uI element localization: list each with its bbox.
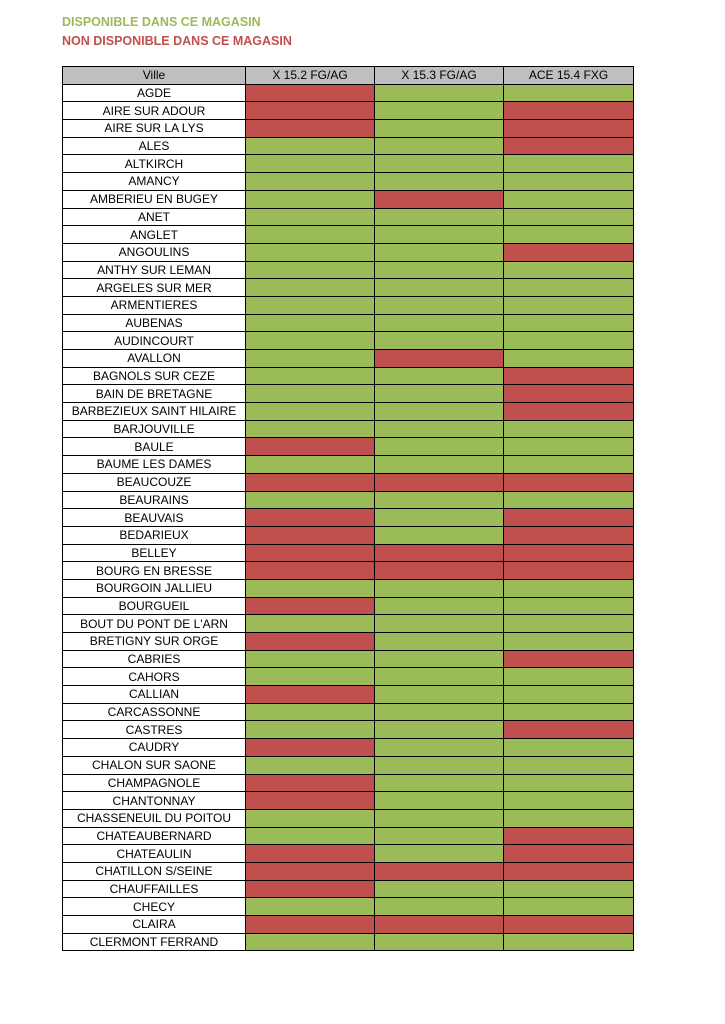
availability-cell-ace154 [504, 296, 634, 314]
availability-cell-ace154 [504, 933, 634, 951]
availability-cell-x152 [246, 739, 375, 757]
availability-cell-x152 [246, 526, 375, 544]
city-cell: AMANCY [63, 173, 246, 191]
availability-cell-x153 [375, 491, 504, 509]
availability-cell-ace154 [504, 456, 634, 474]
city-cell: ARMENTIERES [63, 296, 246, 314]
availability-cell-x152 [246, 615, 375, 633]
availability-cell-x152 [246, 880, 375, 898]
city-cell: CASTRES [63, 721, 246, 739]
table-row [63, 420, 634, 438]
table-row [63, 137, 634, 155]
availability-cell-ace154 [504, 473, 634, 491]
availability-cell-x153 [375, 756, 504, 774]
table-row [63, 862, 634, 880]
availability-cell-x153 [375, 509, 504, 527]
availability-cell-x152 [246, 473, 375, 491]
availability-cell-ace154 [504, 756, 634, 774]
table-row [63, 155, 634, 173]
availability-cell-x153 [375, 332, 504, 350]
availability-cell-ace154 [504, 562, 634, 580]
city-cell: BARBEZIEUX SAINT HILAIRE [63, 403, 246, 421]
availability-cell-x152 [246, 350, 375, 368]
header-ace154: ACE 15.4 FXG [504, 67, 634, 85]
table-row [63, 686, 634, 704]
table-row [63, 296, 634, 314]
availability-cell-x152 [246, 296, 375, 314]
availability-cell-x152 [246, 173, 375, 191]
table-row [63, 721, 634, 739]
availability-cell-x153 [375, 137, 504, 155]
table-row [63, 473, 634, 491]
table-row [63, 792, 634, 810]
availability-cell-ace154 [504, 633, 634, 651]
availability-cell-ace154 [504, 509, 634, 527]
city-cell: AUDINCOURT [63, 332, 246, 350]
availability-cell-x152 [246, 279, 375, 297]
table-row [63, 597, 634, 615]
availability-cell-x153 [375, 385, 504, 403]
city-cell: CLAIRA [63, 916, 246, 934]
city-cell: AIRE SUR LA LYS [63, 120, 246, 138]
table-row [63, 526, 634, 544]
availability-cell-x153 [375, 686, 504, 704]
availability-cell-ace154 [504, 173, 634, 191]
legend-available: DISPONIBLE DANS CE MAGASIN [62, 15, 261, 29]
city-cell: BELLEY [63, 544, 246, 562]
availability-cell-ace154 [504, 898, 634, 916]
availability-cell-x152 [246, 261, 375, 279]
availability-cell-x153 [375, 579, 504, 597]
city-cell: CALLIAN [63, 686, 246, 704]
availability-cell-x152 [246, 703, 375, 721]
city-cell: CHALON SUR SAONE [63, 756, 246, 774]
availability-cell-x152 [246, 845, 375, 863]
availability-cell-x152 [246, 721, 375, 739]
availability-cell-x153 [375, 845, 504, 863]
availability-cell-x153 [375, 403, 504, 421]
table-row [63, 279, 634, 297]
availability-cell-ace154 [504, 703, 634, 721]
city-cell: ANGLET [63, 226, 246, 244]
availability-cell-x153 [375, 739, 504, 757]
table-row [63, 703, 634, 721]
table-row [63, 933, 634, 951]
availability-cell-ace154 [504, 350, 634, 368]
availability-cell-x153 [375, 226, 504, 244]
city-cell: BEAUCOUZE [63, 473, 246, 491]
table-row [63, 809, 634, 827]
availability-cell-ace154 [504, 243, 634, 261]
availability-cell-x152 [246, 827, 375, 845]
availability-cell-x152 [246, 774, 375, 792]
table-row [63, 845, 634, 863]
city-cell: CHATEAULIN [63, 845, 246, 863]
availability-cell-x152 [246, 102, 375, 120]
availability-cell-x153 [375, 456, 504, 474]
city-cell: BOURG EN BRESSE [63, 562, 246, 580]
city-cell: CHECY [63, 898, 246, 916]
availability-cell-ace154 [504, 102, 634, 120]
table-row [63, 332, 634, 350]
table-row [63, 668, 634, 686]
city-cell: AVALLON [63, 350, 246, 368]
city-cell: BOURGOIN JALLIEU [63, 579, 246, 597]
availability-cell-x153 [375, 668, 504, 686]
city-cell: AGDE [63, 84, 246, 102]
table-row [63, 261, 634, 279]
city-cell: BEAUVAIS [63, 509, 246, 527]
availability-cell-ace154 [504, 827, 634, 845]
availability-cell-x153 [375, 190, 504, 208]
table-body [63, 84, 634, 951]
availability-cell-x152 [246, 84, 375, 102]
city-cell: BARJOUVILLE [63, 420, 246, 438]
availability-cell-x153 [375, 208, 504, 226]
city-cell: AMBERIEU EN BUGEY [63, 190, 246, 208]
availability-cell-x153 [375, 916, 504, 934]
availability-cell-x153 [375, 650, 504, 668]
availability-cell-ace154 [504, 120, 634, 138]
city-cell: ALES [63, 137, 246, 155]
table-row [63, 350, 634, 368]
availability-cell-x152 [246, 633, 375, 651]
availability-cell-ace154 [504, 491, 634, 509]
availability-cell-ace154 [504, 526, 634, 544]
availability-cell-x152 [246, 756, 375, 774]
table-row [63, 120, 634, 138]
availability-cell-x152 [246, 862, 375, 880]
table-row [63, 208, 634, 226]
availability-cell-ace154 [504, 403, 634, 421]
availability-cell-x153 [375, 880, 504, 898]
availability-cell-x153 [375, 544, 504, 562]
availability-cell-x153 [375, 296, 504, 314]
availability-cell-ace154 [504, 544, 634, 562]
table-row [63, 385, 634, 403]
availability-cell-x153 [375, 473, 504, 491]
availability-cell-ace154 [504, 809, 634, 827]
city-cell: BOURGUEIL [63, 597, 246, 615]
city-cell: CHATEAUBERNARD [63, 827, 246, 845]
city-cell: BAIN DE BRETAGNE [63, 385, 246, 403]
availability-cell-ace154 [504, 686, 634, 704]
city-cell: CLERMONT FERRAND [63, 933, 246, 951]
availability-cell-x152 [246, 579, 375, 597]
availability-cell-x153 [375, 526, 504, 544]
availability-cell-ace154 [504, 615, 634, 633]
table-row [63, 84, 634, 102]
city-cell: BAULE [63, 438, 246, 456]
city-cell: CABRIES [63, 650, 246, 668]
availability-cell-x152 [246, 650, 375, 668]
header-ville: Ville [63, 67, 246, 85]
availability-cell-x152 [246, 120, 375, 138]
availability-cell-x153 [375, 933, 504, 951]
availability-cell-x152 [246, 491, 375, 509]
availability-cell-ace154 [504, 916, 634, 934]
availability-cell-x152 [246, 898, 375, 916]
header-x152: X 15.2 FG/AG [246, 67, 375, 85]
table-row [63, 544, 634, 562]
table-row [63, 756, 634, 774]
availability-cell-x152 [246, 456, 375, 474]
availability-cell-ace154 [504, 155, 634, 173]
table-row [63, 438, 634, 456]
availability-cell-x153 [375, 597, 504, 615]
city-cell: CHANTONNAY [63, 792, 246, 810]
availability-cell-ace154 [504, 367, 634, 385]
table-row [63, 226, 634, 244]
availability-cell-ace154 [504, 668, 634, 686]
table-row [63, 739, 634, 757]
table-row [63, 491, 634, 509]
availability-cell-x153 [375, 243, 504, 261]
header-x153: X 15.3 FG/AG [375, 67, 504, 85]
table-row [63, 650, 634, 668]
city-cell: BRETIGNY SUR ORGE [63, 633, 246, 651]
availability-cell-x152 [246, 597, 375, 615]
availability-cell-x153 [375, 615, 504, 633]
availability-cell-ace154 [504, 739, 634, 757]
city-cell: BAUME LES DAMES [63, 456, 246, 474]
city-cell: CAHORS [63, 668, 246, 686]
table-row [63, 774, 634, 792]
availability-cell-x153 [375, 173, 504, 191]
availability-cell-ace154 [504, 190, 634, 208]
availability-cell-x153 [375, 84, 504, 102]
availability-cell-x153 [375, 703, 504, 721]
table-row [63, 509, 634, 527]
city-cell: CHATILLON S/SEINE [63, 862, 246, 880]
availability-cell-ace154 [504, 579, 634, 597]
table-row [63, 173, 634, 191]
availability-cell-x153 [375, 562, 504, 580]
table-row [63, 898, 634, 916]
city-cell: CHAMPAGNOLE [63, 774, 246, 792]
availability-cell-x152 [246, 809, 375, 827]
availability-cell-x153 [375, 102, 504, 120]
availability-cell-ace154 [504, 792, 634, 810]
availability-cell-x152 [246, 332, 375, 350]
city-cell: CARCASSONNE [63, 703, 246, 721]
availability-cell-x152 [246, 438, 375, 456]
availability-cell-ace154 [504, 332, 634, 350]
city-cell: BAGNOLS SUR CEZE [63, 367, 246, 385]
city-cell: ALTKIRCH [63, 155, 246, 173]
table-row [63, 579, 634, 597]
city-cell: AUBENAS [63, 314, 246, 332]
availability-cell-x153 [375, 633, 504, 651]
availability-cell-x153 [375, 120, 504, 138]
table-row [63, 633, 634, 651]
availability-cell-x153 [375, 261, 504, 279]
availability-cell-x152 [246, 155, 375, 173]
availability-cell-x152 [246, 420, 375, 438]
table-row [63, 190, 634, 208]
availability-cell-ace154 [504, 137, 634, 155]
availability-cell-x152 [246, 686, 375, 704]
availability-cell-x153 [375, 367, 504, 385]
availability-cell-x152 [246, 385, 375, 403]
availability-cell-x152 [246, 933, 375, 951]
availability-cell-x153 [375, 438, 504, 456]
availability-cell-ace154 [504, 84, 634, 102]
city-cell: ANTHY SUR LEMAN [63, 261, 246, 279]
table-row [63, 456, 634, 474]
availability-cell-ace154 [504, 420, 634, 438]
city-cell: BEDARIEUX [63, 526, 246, 544]
availability-cell-ace154 [504, 774, 634, 792]
availability-cell-x152 [246, 544, 375, 562]
availability-cell-x152 [246, 562, 375, 580]
availability-cell-x152 [246, 137, 375, 155]
availability-cell-ace154 [504, 208, 634, 226]
table-row [63, 562, 634, 580]
availability-cell-ace154 [504, 279, 634, 297]
table-row [63, 403, 634, 421]
city-cell: CAUDRY [63, 739, 246, 757]
availability-cell-x152 [246, 668, 375, 686]
availability-cell-x152 [246, 226, 375, 244]
availability-cell-x153 [375, 155, 504, 173]
availability-cell-x152 [246, 509, 375, 527]
availability-cell-ace154 [504, 862, 634, 880]
availability-cell-ace154 [504, 845, 634, 863]
availability-cell-ace154 [504, 721, 634, 739]
city-cell: BEAURAINS [63, 491, 246, 509]
availability-table [62, 66, 634, 951]
availability-cell-ace154 [504, 597, 634, 615]
availability-cell-ace154 [504, 880, 634, 898]
table-row [63, 615, 634, 633]
table-row [63, 827, 634, 845]
availability-cell-ace154 [504, 650, 634, 668]
availability-cell-x152 [246, 792, 375, 810]
availability-cell-x153 [375, 862, 504, 880]
table-row [63, 880, 634, 898]
availability-cell-x152 [246, 190, 375, 208]
availability-cell-x152 [246, 403, 375, 421]
availability-cell-x153 [375, 314, 504, 332]
city-cell: ANET [63, 208, 246, 226]
availability-cell-x153 [375, 420, 504, 438]
availability-cell-ace154 [504, 226, 634, 244]
city-cell: BOUT DU PONT DE L'ARN [63, 615, 246, 633]
availability-cell-x153 [375, 809, 504, 827]
city-cell: ARGELES SUR MER [63, 279, 246, 297]
table-row [63, 102, 634, 120]
table-row [63, 916, 634, 934]
availability-cell-x152 [246, 314, 375, 332]
availability-cell-ace154 [504, 438, 634, 456]
table-row [63, 243, 634, 261]
header-row [63, 67, 634, 85]
availability-cell-x153 [375, 774, 504, 792]
city-cell: ANGOULINS [63, 243, 246, 261]
availability-cell-x153 [375, 350, 504, 368]
city-cell: AIRE SUR ADOUR [63, 102, 246, 120]
availability-cell-ace154 [504, 385, 634, 403]
legend-unavailable: NON DISPONIBLE DANS CE MAGASIN [62, 34, 292, 48]
availability-cell-ace154 [504, 261, 634, 279]
availability-cell-x152 [246, 243, 375, 261]
availability-cell-x153 [375, 827, 504, 845]
availability-cell-ace154 [504, 314, 634, 332]
city-cell: CHAUFFAILLES [63, 880, 246, 898]
table-row [63, 314, 634, 332]
availability-cell-x153 [375, 898, 504, 916]
availability-cell-x152 [246, 367, 375, 385]
availability-cell-x153 [375, 721, 504, 739]
availability-cell-x152 [246, 208, 375, 226]
city-cell: CHASSENEUIL DU POITOU [63, 809, 246, 827]
availability-cell-x152 [246, 916, 375, 934]
table-row [63, 367, 634, 385]
availability-cell-x153 [375, 792, 504, 810]
availability-cell-x153 [375, 279, 504, 297]
